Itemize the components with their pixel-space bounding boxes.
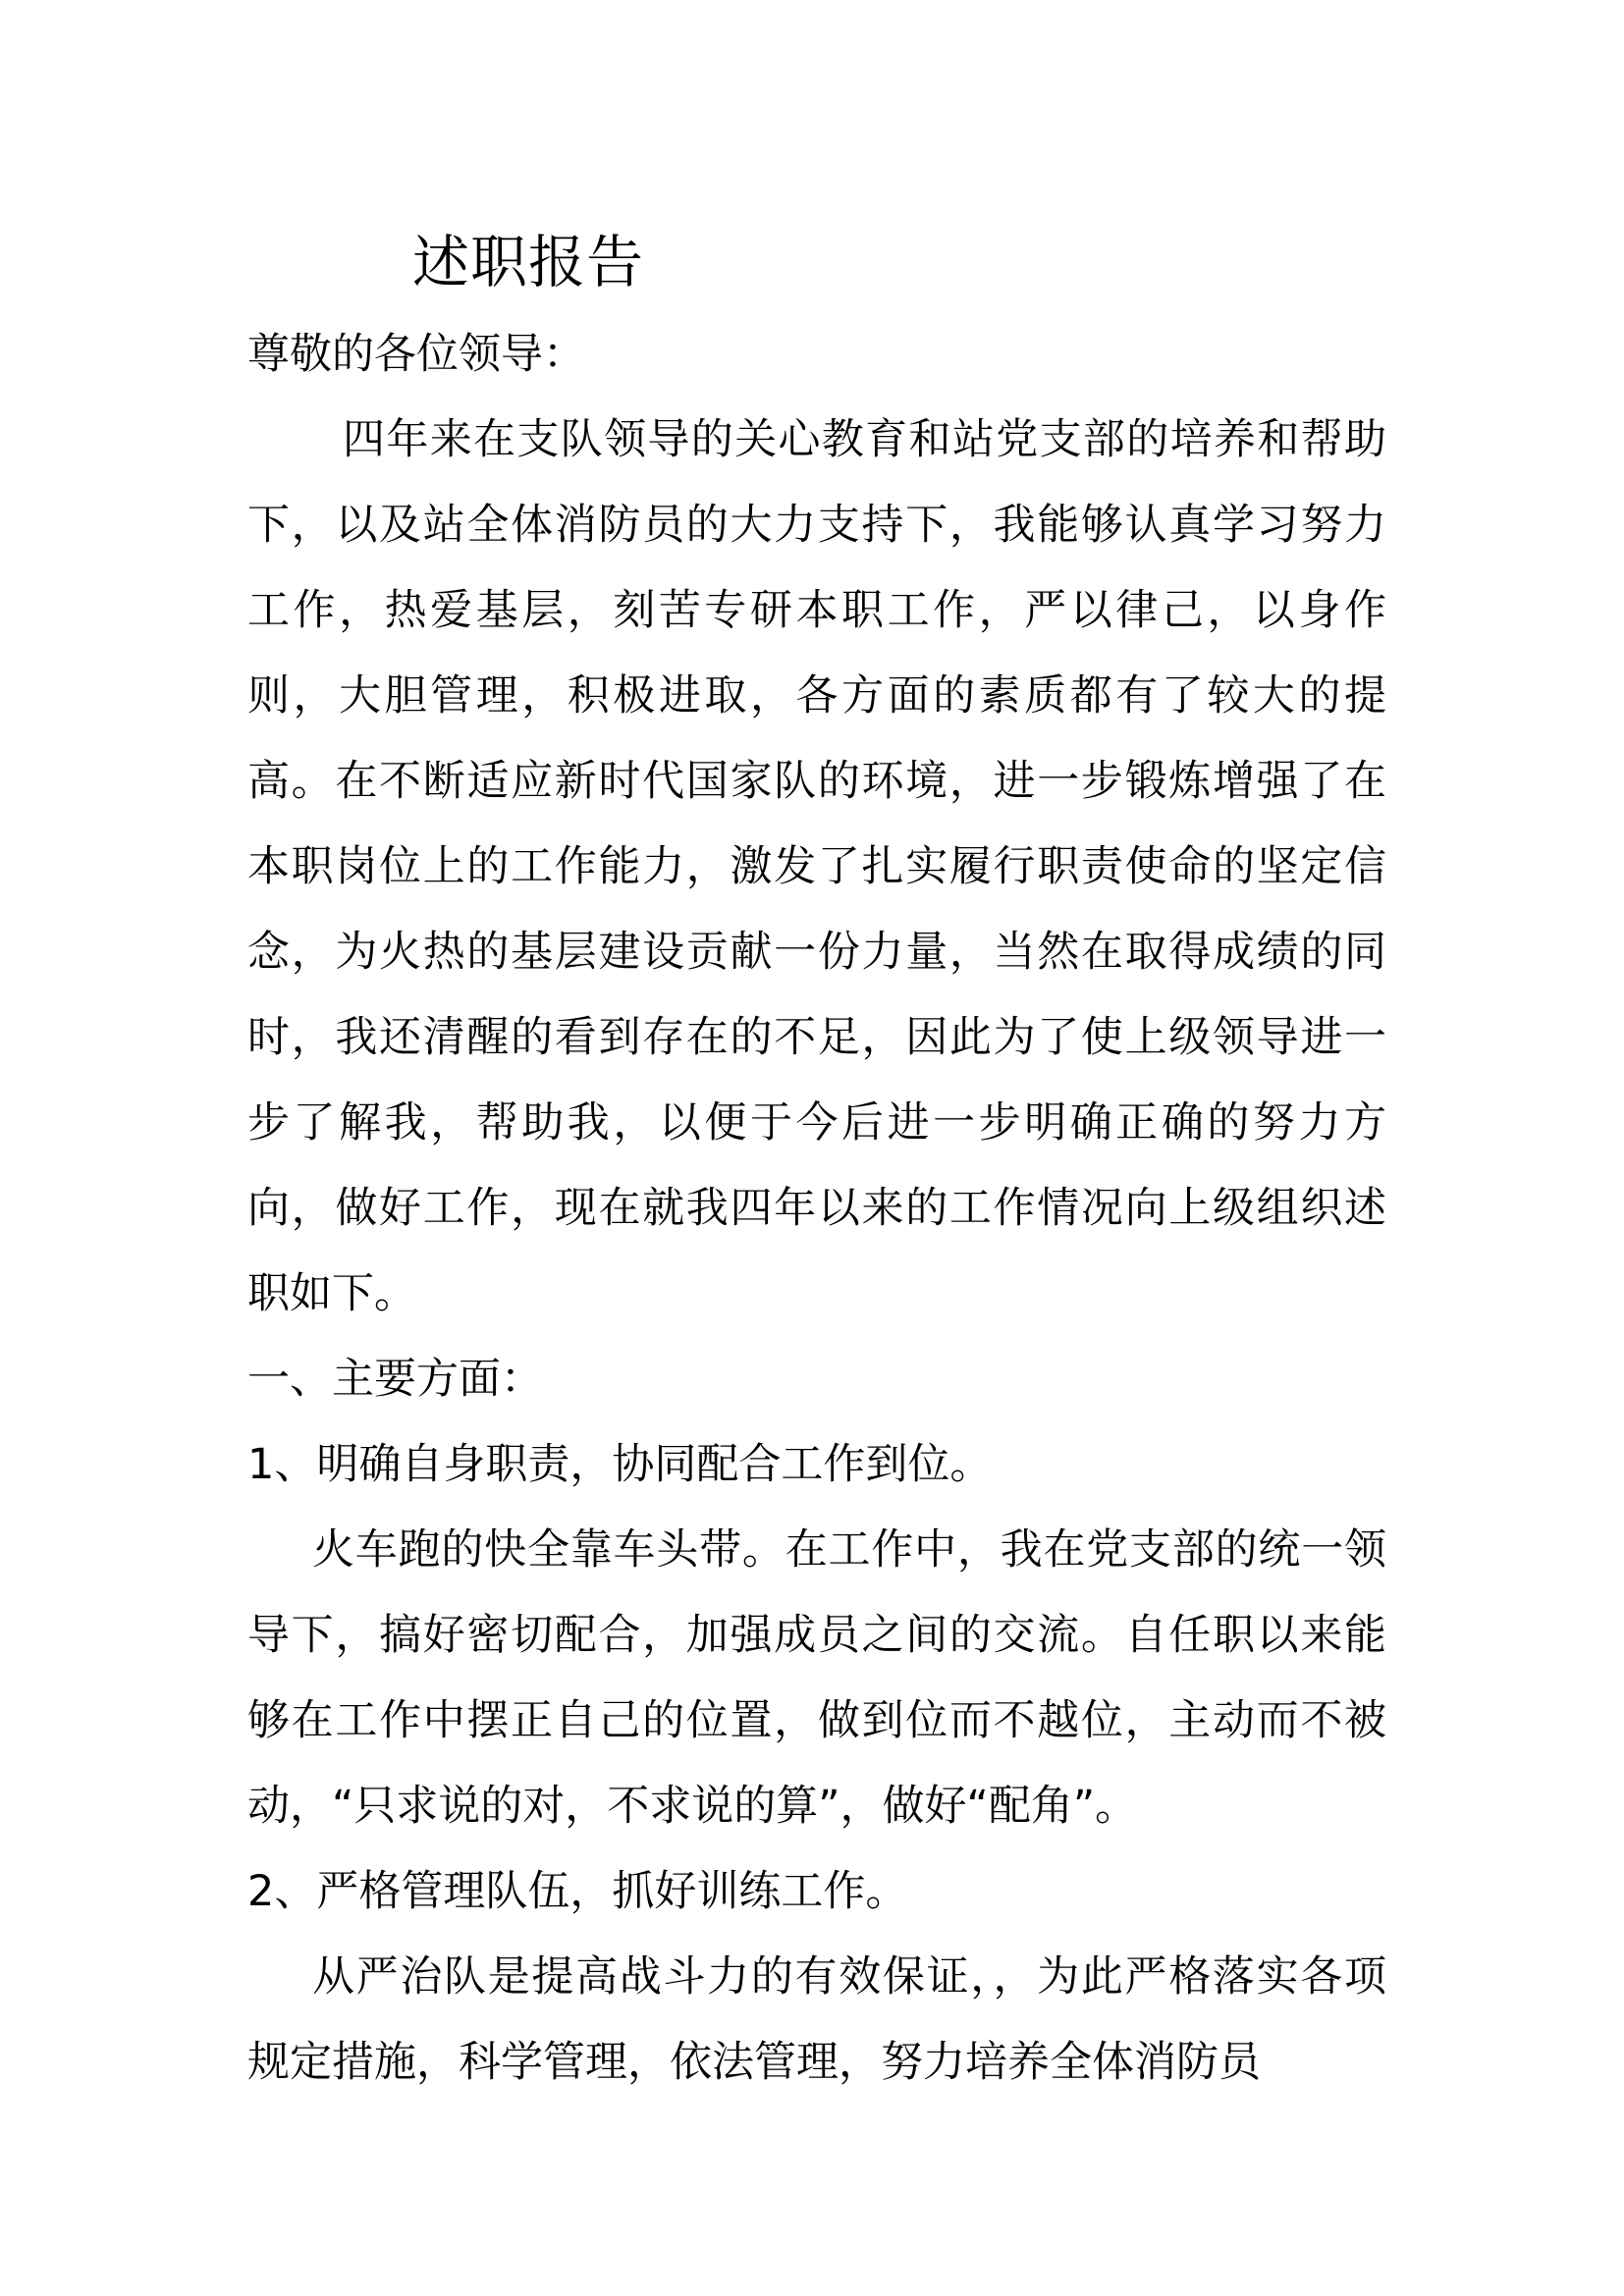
document-title: 述职报告 <box>412 229 645 295</box>
item-2-heading: 2、严格管理队伍，抓好训练工作。 <box>247 1867 908 1916</box>
salutation: 尊敬的各位领导： <box>247 330 585 379</box>
item-2-paragraph: 从严治队是提高战斗力的有效保证，，为此严格落实各项规定措施，科学管理，依法管理，努力培养全体消防员 <box>247 1952 1386 2087</box>
item-1-heading: 1、明确自身职责，协同配合工作到位。 <box>247 1440 993 1489</box>
document-body <box>247 312 1386 2106</box>
section-heading-main-aspects: 一、主要方面： <box>247 1355 543 1404</box>
intro-paragraph: 四年来在支队领导的关心教育和站党支部的培养和帮助下，以及站全体消防员的大力支持下，我能够认真学习努力工作，热爱基层，刻苦专研本职工作，严以律己，以身作则，大胆管理，积极进取，各方面的素质都有了较大的提高。在不断适应新时代国家队的环境，进一步锻炼增强了在本职岗位上的工作能力，激发了扎实履行职责使命的坚定信念，为火热的基层建设贡献一份力量，当然在取得成绩的同时，我还清醒的看到存在的不足，因此为了使上级领导进一步了解我，帮助我，以便于今后进一步明确正确的努力方向，做好工作，现在就我四年以来的工作情况向上级组织述职如下。 <box>247 415 1386 1318</box>
item-1-paragraph: 火车跑的快全靠车头带。在工作中，我在党支部的统一领导下，搞好密切配合，加强成员之间的交流。自任职以来能够在工作中摆正自己的位置，做到位而不越位，主动而不被动，“只求说的对，不求说的算”，做好“配角”。 <box>247 1525 1386 1831</box>
